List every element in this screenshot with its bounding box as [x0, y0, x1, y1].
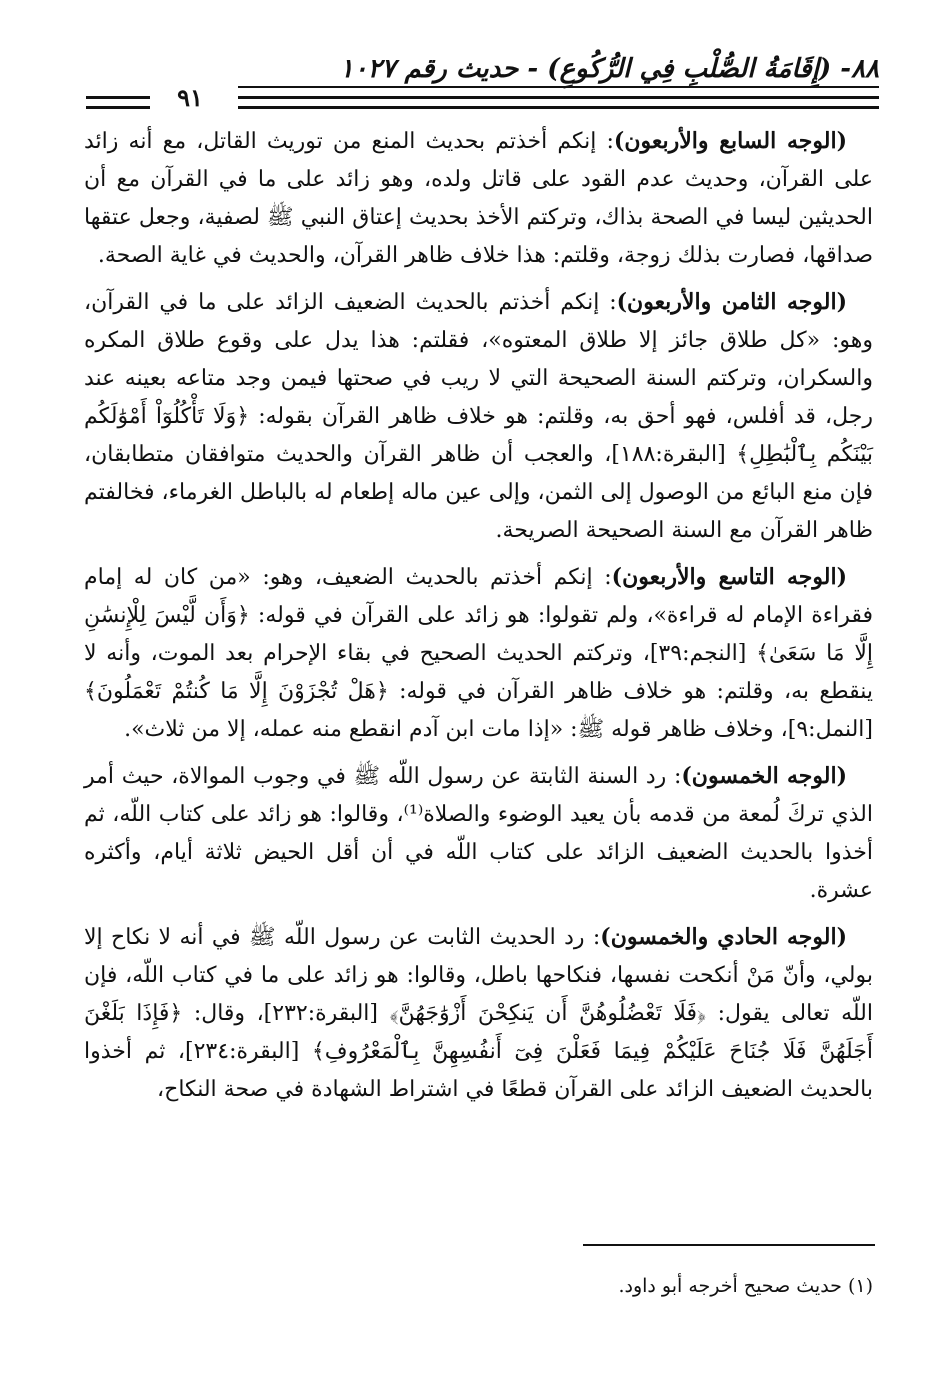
paragraph-heading: (الوجه الثامن والأربعون)	[616, 289, 847, 315]
paragraph-heading: (الوجه السابع والأربعون)	[613, 128, 847, 154]
running-header-title: ٨٨- (إِقَامَةُ الصُّلْبِ فِي الرُّكُوعِ) - حديث رقم ١٠٢٧	[339, 54, 879, 84]
paragraph-text: : إنكم أخذتم بالحديث الضعيف، وهو: «من كان له إمام فقراءة الإمام له قراءة»، ولم تقولوا: هو زائد على القرآن في قوله: ﴿وَأَن لَّيْسَ لِلْإِنسَٰنِ إِلَّا مَا سَعَىٰ﴾ [النجم:٣٩]، وتركتم الحديث الصحيح في بقاء الإحرام بعد الموت، وأنه لا ينقطع به، وقلتم: هو خلاف ظاهر القرآن في قوله: ﴿هَلْ تُجْزَوْنَ إِلَّا مَا كُنتُمْ تَعْمَلُونَ﴾ [النمل:٩]، وخلاف ظاهر قوله ﷺ: «إذا مات ابن آدم انقطع منه عمله، إلا من ثلاث».	[84, 565, 873, 742]
folio-left-rule-top	[86, 96, 150, 99]
paragraph-heading: (الوجه التاسع والأربعون)	[611, 564, 847, 590]
paragraph-text: : رد الحديث الثابت عن رسول اللّه ﷺ في أنه لا نكاح إلا بولي، وأنّ مَنْ أنكحت نفسها، فنكاحها باطل، وقالوا: هو زائد على ما في كتاب اللّه، فإن اللّه تعالى يقول: ﴿فَلَا تَعْضُلُوهُنَّ أَن يَنكِحْنَ أَزْوَٰجَهُنَّ﴾ [البقرة:٢٣٢]، وقال: ﴿فَإِذَا بَلَغْنَ أَجَلَهُنَّ فَلَا جُنَاحَ عَلَيْكُمْ فِيمَا فَعَلْنَ فِىٓ أَنفُسِهِنَّ بِٱلْمَعْرُوفِ﴾ [البقرة:٢٣٤]، ثم أخذوا بالحديث الضعيف الزائد على القرآن قطعًا في اشتراط الشهادة في صحة النكاح،	[84, 925, 873, 1102]
paragraph-51	[84, 918, 873, 1109]
paragraph-heading: (الوجه الحادي والخمسون)	[600, 924, 847, 950]
paragraph-text: : إنكم أخذتم بحديث المنع من توريث القاتل، مع أنه زائد على القرآن، وحديث عدم القود على قاتل ولده، وهو زائد على ما في القرآن مع أن الحديثين ليسا في الصحة بذاك، وتركتم الأخذ بحديث إعتاق النبي ﷺ لصفية، وجعل عتقها صداقها، فصارت بذلك زوجة، وقلتم: هذا خلاف ظاهر القرآن، والحديث في غاية الصحة.	[84, 129, 873, 268]
paragraph-heading: (الوجه الخمسون)	[681, 763, 847, 789]
paragraph-48	[84, 283, 873, 550]
header-double-rule-bottom	[238, 106, 879, 109]
header-underline	[238, 86, 879, 88]
paragraph-47	[84, 122, 873, 275]
folio-left-rule-bottom	[86, 106, 150, 109]
footnote: (١) حديث صحيح أخرجه أبو داود.	[618, 1275, 873, 1297]
header-double-rule-top	[238, 96, 879, 99]
paragraph-49	[84, 558, 873, 749]
paragraph-text: : إنكم أخذتم بالحديث الضعيف الزائد على ما في القرآن، وهو: «كل طلاق جائز إلا طلاق المعتوه»، فقلتم: هذا يدل على وقوع طلاق المكره والسكران، وتركتم السنة الصحيحة التي لا ريب في صحتها فيمن وجد متاعه بعينه عند رجل، قد أفلس، فهو أحق به، وقلتم: هو خلاف ظاهر القرآن بقوله: ﴿وَلَا تَأْكُلُوٓاْ أَمْوَٰلَكُم بَيْنَكُم بِٱلْبَٰطِلِ﴾ [البقرة:١٨٨]، والعجب أن ظاهر القرآن والحديث متوافقان متطابقان، فإن منع البائع من الوصول إلى الثمن، وإلى عين ماله إطعام له بالباطل الغرماء، فخالفتم ظاهر القرآن مع السنة الصحيحة الصريحة.	[84, 290, 873, 543]
footnote-separator	[583, 1244, 875, 1246]
paragraph-text: : رد السنة الثابتة عن رسول اللّه ﷺ في وجوب الموالاة، حيث أمر الذي تركَ لُمعة من قدمه بأن يعيد الوضوء والصلاة⁽¹⁾، وقالوا: هو زائد على كتاب اللّه، ثم أخذوا بالحديث الضعيف الزائد على كتاب اللّه في أن أقل الحيض ثلاثة أيام، وأكثره عشرة.	[84, 764, 873, 903]
paragraph-50	[84, 757, 873, 910]
body-text	[84, 122, 873, 1117]
page-number: ٩١	[177, 83, 203, 112]
